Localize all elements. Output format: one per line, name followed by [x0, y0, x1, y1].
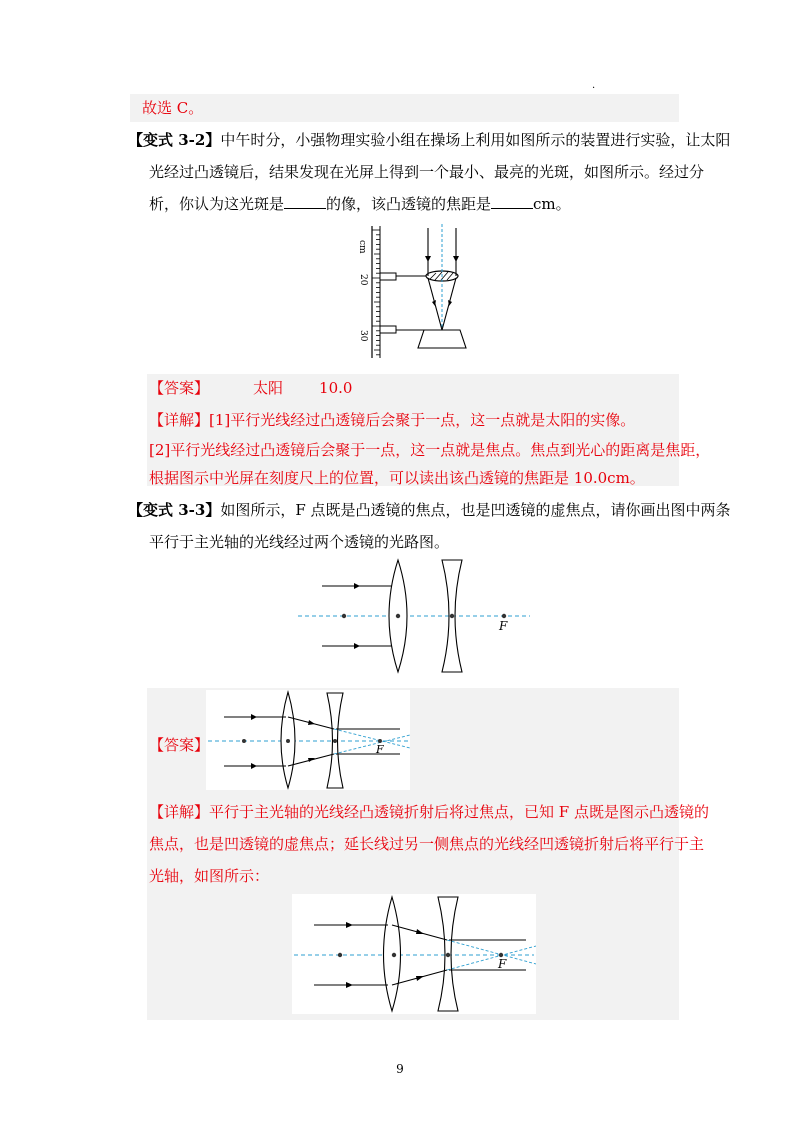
q32-detail3: 根据图示中光屏在刻度尺上的位置，可以读出该凸透镜的焦距是 10.0cm。: [149, 469, 645, 487]
q32-answer-line: [149, 372, 352, 404]
top-answer: 故选 C。: [142, 99, 204, 117]
blank-2[interactable]: [491, 194, 533, 209]
convex-center-point: [286, 739, 290, 743]
q33-line2: 平行于主光轴的光线经过两个透镜的光路图。: [149, 533, 450, 551]
q32-text3a: 析，你认为这光斑是: [149, 195, 285, 213]
q32-tag: 【变式 3-2】: [128, 131, 221, 149]
q32-detail2: [2]平行光线经过凸透镜后会聚于一点，这一点就是焦点。焦点到光心的距离是焦距，: [149, 441, 711, 459]
q32-text1: 中午时分，小强物理实验小组在操场上利用如图所示的装置进行实验，让太阳: [220, 131, 731, 149]
q33-detail3: 光轴，如图所示：: [149, 867, 270, 885]
focus-point-left: [342, 614, 346, 618]
q32-detail-tag: 【详解】: [149, 411, 210, 429]
q33-text1: 如图所示，F 点既是凸透镜的焦点，也是凹透镜的虚焦点，请你画出图中两条: [220, 501, 731, 519]
focus-label: F: [498, 957, 507, 971]
extension-upper: [447, 940, 536, 964]
q33-tag: 【变式 3-3】: [128, 501, 221, 519]
page-number: 9: [396, 1062, 404, 1076]
answer-figure: [206, 690, 410, 790]
extension-lower: [334, 735, 410, 754]
detail-figure: [292, 894, 536, 1014]
q32-line2: 光经过凸透镜后，结果发现在光屏上得到一个最小、最亮的光斑，如图所示。经过分: [149, 163, 705, 181]
top-mark: .: [592, 80, 596, 91]
focus-label: F: [376, 743, 384, 756]
concave-center-point: [450, 614, 454, 618]
ruler-ticks: [372, 230, 380, 355]
convex-center-point: [396, 614, 400, 618]
q32-text3c: cm。: [533, 195, 571, 213]
answer-band-top: [130, 94, 679, 122]
q32-answer2: 10.0: [319, 379, 353, 397]
q32-line3: [149, 188, 571, 220]
q33-detail2: 焦点，也是凹透镜的虚焦点；延长线过另一侧焦点的光线经凹透镜折射后将平行于主: [149, 835, 705, 853]
light-screen: [418, 330, 466, 348]
q33-answer-tag: 【答案】: [149, 736, 210, 754]
question-lens-figure: [296, 558, 532, 678]
concave-center-point: [333, 739, 337, 743]
focus-point-f: [502, 614, 506, 618]
ruler-20: 20: [358, 274, 368, 286]
focus-point-left: [242, 739, 246, 743]
q33-detail1-text: 平行于主光轴的光线经凸透镜折射后将过焦点，已知 F 点既是图示凸透镜的: [209, 803, 709, 821]
ruler-30: 30: [358, 330, 368, 342]
focus-label: F: [499, 619, 508, 633]
q33-line1: [128, 494, 731, 526]
focus-point-left: [338, 953, 342, 957]
convex-lens: [384, 897, 401, 1011]
extension-lower: [447, 946, 536, 970]
blank-1[interactable]: [284, 194, 326, 209]
q33-detail-tag: 【详解】: [149, 803, 210, 821]
q32-text3b: 的像，该凸透镜的焦距是: [326, 195, 492, 213]
sun-focus-figure: [352, 222, 472, 362]
q32-detail1: [149, 404, 635, 436]
screen-clamp: [380, 326, 396, 333]
q32-detail1-text: [1]平行光线经过凸透镜后会聚于一点，这一点就是太阳的实像。: [209, 411, 636, 429]
lens-clamp: [380, 273, 396, 280]
concave-center-point: [446, 953, 450, 957]
ruler-unit: cm: [357, 240, 367, 254]
q32-line1: [128, 124, 730, 156]
q32-answer1: 太阳: [253, 379, 284, 397]
q32-answer-tag: 【答案】: [149, 379, 210, 397]
q33-detail1: [149, 796, 709, 828]
convex-center-point: [392, 953, 396, 957]
extension-upper: [334, 729, 410, 748]
